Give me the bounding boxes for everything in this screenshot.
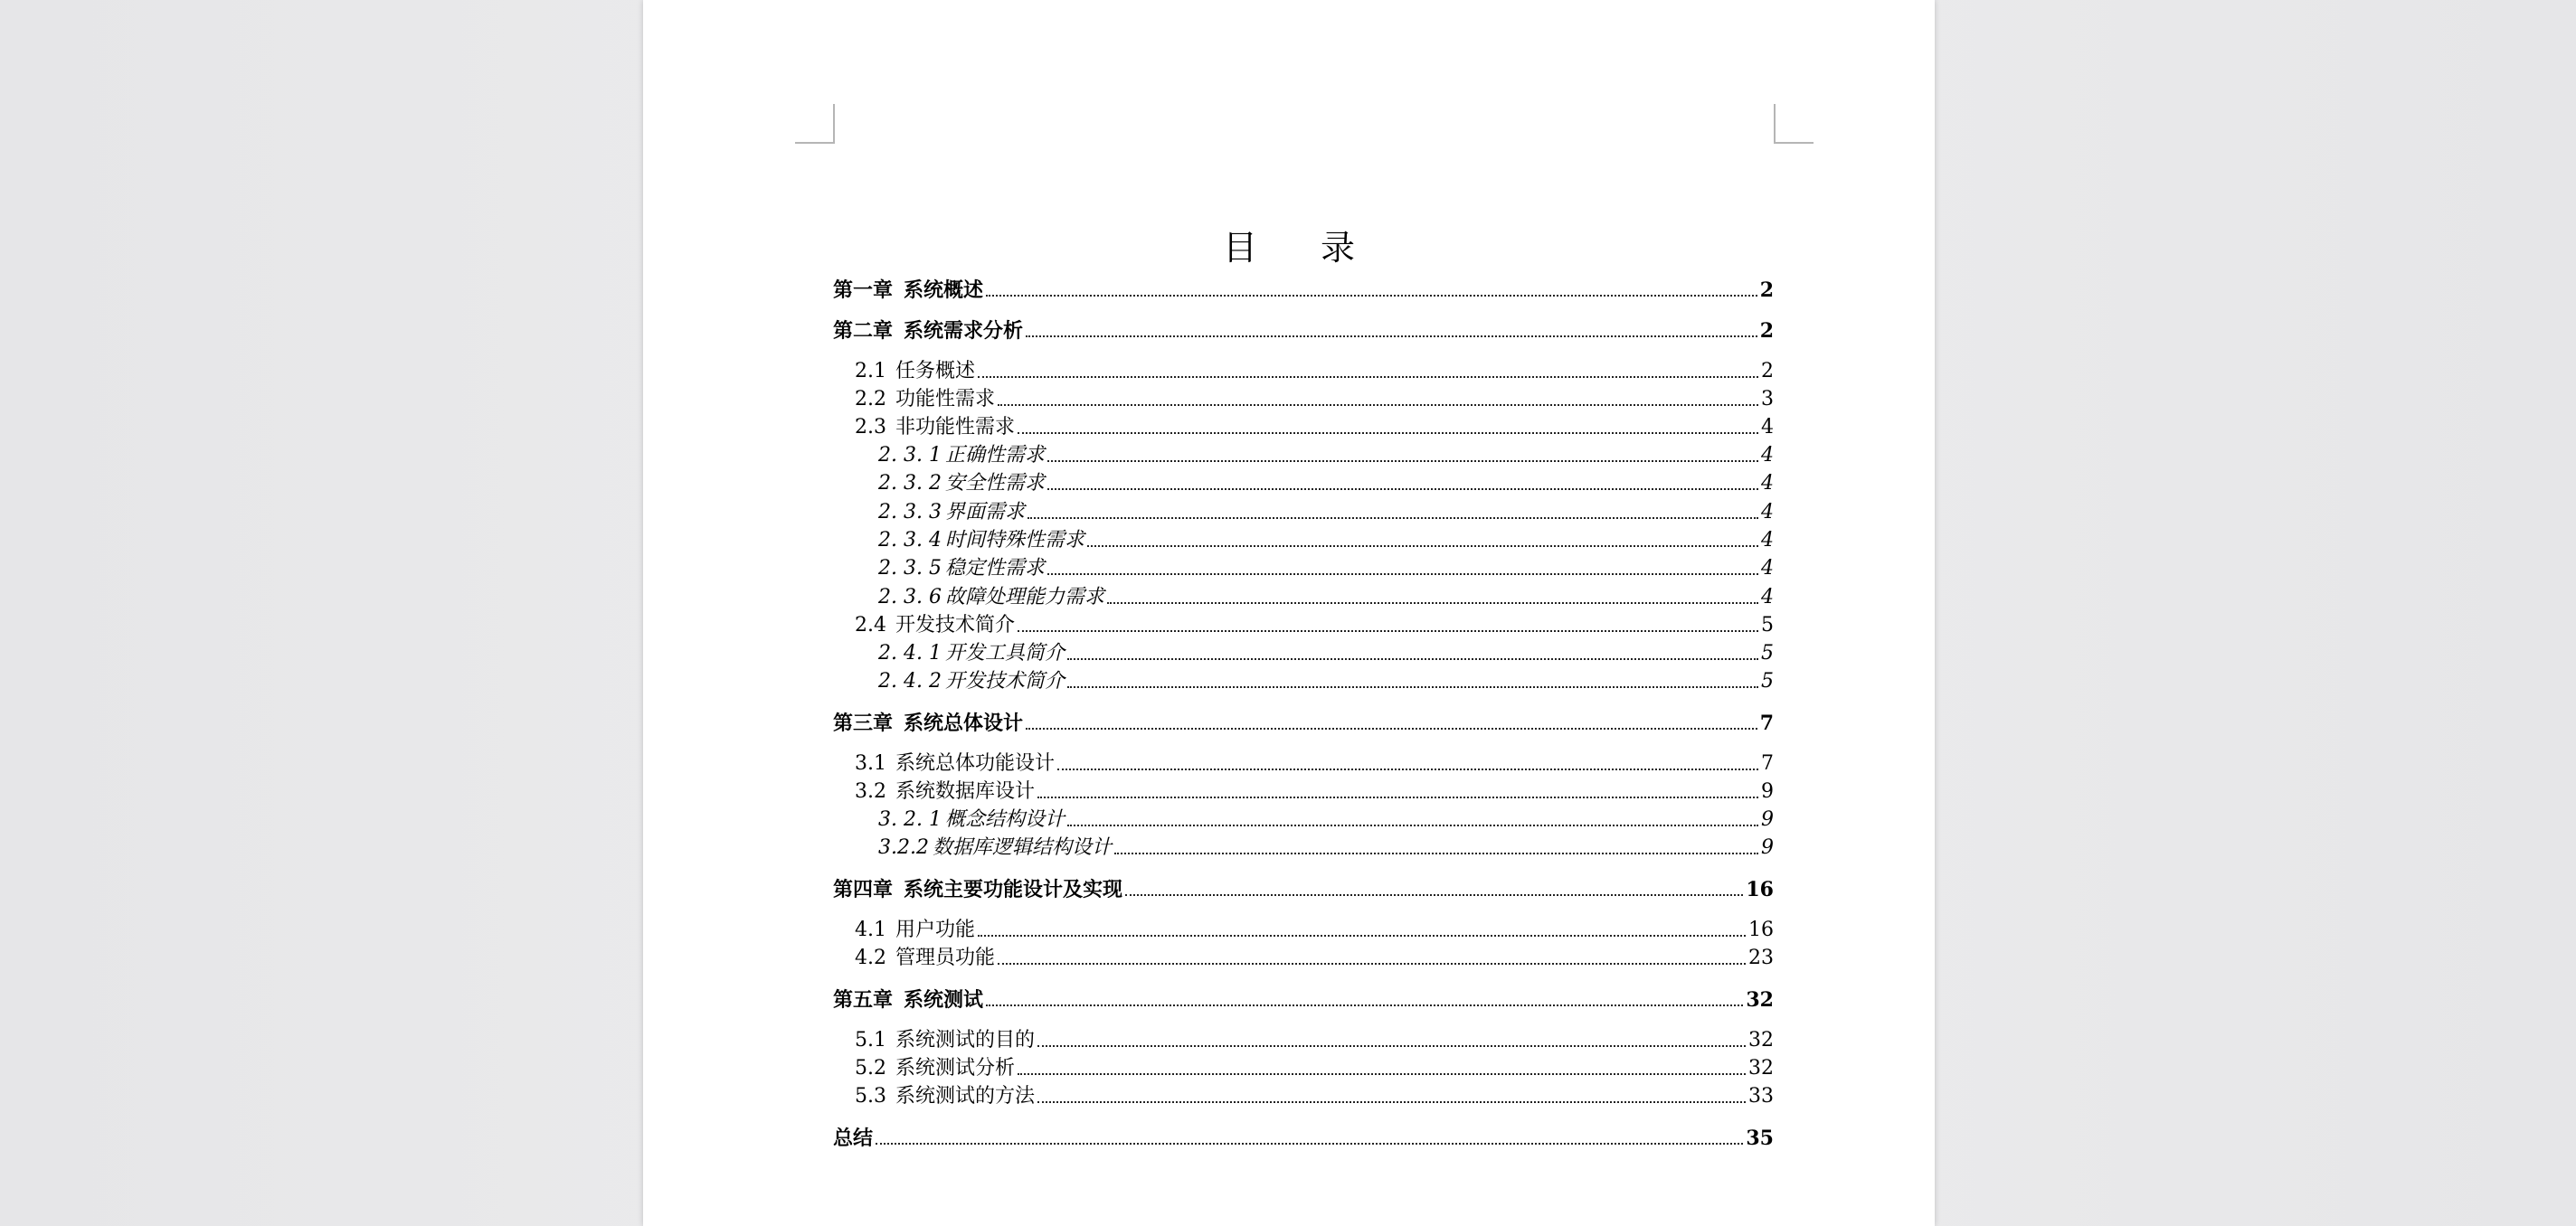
toc-entry[interactable] <box>855 945 1774 972</box>
toc-entry-label: 安全性需求 <box>944 472 1045 495</box>
toc-entry[interactable] <box>833 1125 1774 1152</box>
toc-entry-number: 5.3 <box>855 1085 886 1108</box>
toc-entry-number: 4.1 <box>855 919 886 941</box>
toc-page-number: 32 <box>1748 1029 1774 1052</box>
toc-page-number: 32 <box>1748 1057 1774 1080</box>
toc-entry[interactable] <box>833 710 1774 737</box>
toc-page-number: 7 <box>1761 752 1774 775</box>
toc-page-number: 3 <box>1761 388 1774 410</box>
toc-page-number: 16 <box>1748 919 1774 941</box>
toc-entry[interactable] <box>833 876 1774 903</box>
toc-entry-number: 第四章 <box>833 878 894 901</box>
toc-entry[interactable] <box>855 414 1774 441</box>
toc-entry[interactable] <box>878 470 1774 497</box>
toc-dot-leader <box>876 1143 1743 1145</box>
toc-dot-leader <box>1037 1101 1746 1103</box>
toc-entry[interactable] <box>878 442 1774 469</box>
toc-entry[interactable] <box>855 750 1774 778</box>
toc-entry-number: 2.3 <box>855 416 886 439</box>
toc-entry[interactable] <box>878 499 1774 526</box>
toc-entry-label: 总结 <box>833 1127 874 1150</box>
toc-entry-label: 界面需求 <box>944 501 1025 523</box>
toc-entry-label: 开发工具简介 <box>944 642 1065 665</box>
toc-entry-label: 稳定性需求 <box>944 557 1045 580</box>
toc-entry-number: 第三章 <box>833 712 894 735</box>
toc-dot-leader <box>1018 1073 1746 1075</box>
toc-entry-number: 2. 3. 3 <box>878 501 942 523</box>
toc-page-number: 4 <box>1761 586 1774 608</box>
toc-page-number: 2 <box>1759 278 1774 302</box>
toc-entry-label: 管理员功能 <box>895 947 996 969</box>
toc-entry-label: 系统测试分析 <box>895 1057 1016 1080</box>
toc-dot-leader <box>1026 335 1757 337</box>
toc-entry[interactable] <box>878 668 1774 695</box>
toc-dot-leader <box>1037 797 1758 798</box>
toc-title-char: 录 <box>1321 227 1356 268</box>
toc-dot-leader <box>1057 769 1758 770</box>
toc-page-number: 9 <box>1761 836 1774 859</box>
toc-dot-leader <box>1047 460 1758 462</box>
toc-entry[interactable] <box>855 358 1774 385</box>
toc-entry-number: 2.2 <box>855 388 886 410</box>
toc-entry[interactable] <box>855 778 1774 806</box>
toc-page-number: 4 <box>1761 472 1774 495</box>
toc-page-number: 16 <box>1746 878 1774 901</box>
toc-entry-label: 非功能性需求 <box>895 416 1016 439</box>
toc-entry[interactable] <box>833 317 1774 344</box>
toc-entry-number: 2. 4. 2 <box>878 670 942 693</box>
toc-entry-number: 5.2 <box>855 1057 886 1080</box>
toc-dot-leader <box>1047 573 1758 575</box>
toc-dot-leader <box>1067 686 1758 688</box>
toc-entry[interactable] <box>878 835 1774 862</box>
toc-dot-leader <box>1067 825 1758 826</box>
toc-page-number: 4 <box>1761 557 1774 580</box>
toc-page-number: 5 <box>1761 670 1774 693</box>
toc-dot-leader <box>1107 602 1758 604</box>
toc-entry[interactable] <box>855 612 1774 639</box>
toc-dot-leader <box>978 376 1758 378</box>
toc-page-number: 5 <box>1761 642 1774 665</box>
toc-page-number: 9 <box>1761 780 1774 803</box>
toc-entry-label: 概念结构设计 <box>944 808 1065 831</box>
toc-entry[interactable] <box>878 640 1774 667</box>
toc-entry[interactable] <box>878 527 1774 554</box>
toc-entry[interactable] <box>878 584 1774 611</box>
toc-entry-label: 系统总体功能设计 <box>895 752 1056 775</box>
toc-entry-label: 系统主要功能设计及实现 <box>904 878 1123 901</box>
toc-entry-label: 系统数据库设计 <box>895 780 1036 803</box>
toc-page-number: 4 <box>1761 416 1774 439</box>
toc-entry[interactable] <box>855 917 1774 944</box>
toc-dot-leader <box>1018 630 1758 632</box>
toc-entry-number: 第五章 <box>833 988 894 1012</box>
toc-entry-number: 2. 3. 6 <box>878 586 942 608</box>
toc-entry-number: 4.2 <box>855 947 886 969</box>
toc-page-number: 4 <box>1761 501 1774 523</box>
toc-entry-label: 系统测试的方法 <box>895 1085 1036 1108</box>
toc-entry-label: 系统测试的目的 <box>895 1029 1036 1052</box>
toc-entry-label: 系统需求分析 <box>904 319 1024 343</box>
toc-entry-label: 系统概述 <box>904 278 984 302</box>
toc-dot-leader <box>986 1004 1743 1006</box>
toc-page-number: 9 <box>1761 808 1774 831</box>
toc-dot-leader <box>1028 517 1758 519</box>
toc-page-number: 33 <box>1748 1085 1774 1108</box>
toc-page-number: 23 <box>1748 947 1774 969</box>
toc-dot-leader <box>1037 1045 1746 1047</box>
toc-page-number: 2 <box>1761 360 1774 382</box>
toc-entry-number: 3.2.2 <box>878 836 929 859</box>
toc-entry[interactable] <box>833 986 1774 1014</box>
toc-entry-number: 2.1 <box>855 360 886 382</box>
toc-page-number: 2 <box>1759 319 1774 343</box>
toc-dot-leader <box>978 935 1746 937</box>
toc-entry-number: 2. 3. 5 <box>878 557 942 580</box>
toc-entry[interactable] <box>855 1083 1774 1110</box>
toc-entry-number: 2.4 <box>855 614 886 637</box>
toc-dot-leader <box>998 404 1758 406</box>
toc-page-number: 4 <box>1761 529 1774 552</box>
toc-dot-leader <box>986 295 1757 297</box>
toc-entry-label: 正确性需求 <box>944 444 1045 467</box>
toc-page-number: 35 <box>1746 1127 1774 1150</box>
toc-dot-leader <box>1047 488 1758 490</box>
toc-entry-number: 2. 3. 1 <box>878 444 942 467</box>
toc-dot-leader <box>998 963 1746 965</box>
toc-entry[interactable] <box>878 555 1774 582</box>
toc-dot-leader <box>1067 658 1758 660</box>
toc-dot-leader <box>1018 432 1758 434</box>
toc-entry-number: 2. 3. 4 <box>878 529 942 552</box>
toc-entry-number: 第一章 <box>833 278 894 302</box>
table-of-contents <box>643 0 1935 1226</box>
toc-entry-number: 2. 4. 1 <box>878 642 942 665</box>
toc-entry[interactable] <box>855 1027 1774 1054</box>
toc-page-number: 32 <box>1746 988 1774 1012</box>
toc-entry-label: 开发技术简介 <box>895 614 1016 637</box>
toc-entry-number: 第二章 <box>833 319 894 343</box>
toc-page-number: 5 <box>1761 614 1774 637</box>
toc-entry-number: 2. 3. 2 <box>878 472 942 495</box>
toc-entry-label: 系统总体设计 <box>904 712 1024 735</box>
toc-entry-number: 5.1 <box>855 1029 886 1052</box>
toc-entry-label: 开发技术简介 <box>944 670 1065 693</box>
toc-entry-label: 系统测试 <box>904 988 984 1012</box>
toc-page-number: 4 <box>1761 444 1774 467</box>
toc-entry-label: 用户功能 <box>895 919 976 941</box>
toc-entry-label: 功能性需求 <box>895 388 996 410</box>
toc-entry-number: 3.1 <box>855 752 886 775</box>
toc-dot-leader <box>1125 894 1743 896</box>
toc-entry[interactable] <box>855 386 1774 413</box>
toc-entry-number: 3.2 <box>855 780 886 803</box>
toc-dot-leader <box>1087 545 1758 547</box>
toc-entry[interactable] <box>878 806 1774 834</box>
toc-entry-label: 数据库逻辑结构设计 <box>932 836 1112 859</box>
toc-entry-label: 任务概述 <box>895 360 976 382</box>
toc-entry-label: 故障处理能力需求 <box>944 586 1104 608</box>
toc-entry-label: 时间特殊性需求 <box>944 529 1084 552</box>
toc-entry[interactable] <box>833 277 1774 304</box>
toc-entry[interactable] <box>855 1055 1774 1082</box>
document-page[interactable] <box>643 0 1935 1226</box>
toc-entry-number: 3. 2. 1 <box>878 808 942 831</box>
toc-dot-leader <box>1114 853 1758 854</box>
toc-title-char: 目 <box>1222 227 1257 268</box>
toc-page-number: 7 <box>1759 712 1774 735</box>
toc-dot-leader <box>1026 728 1757 730</box>
